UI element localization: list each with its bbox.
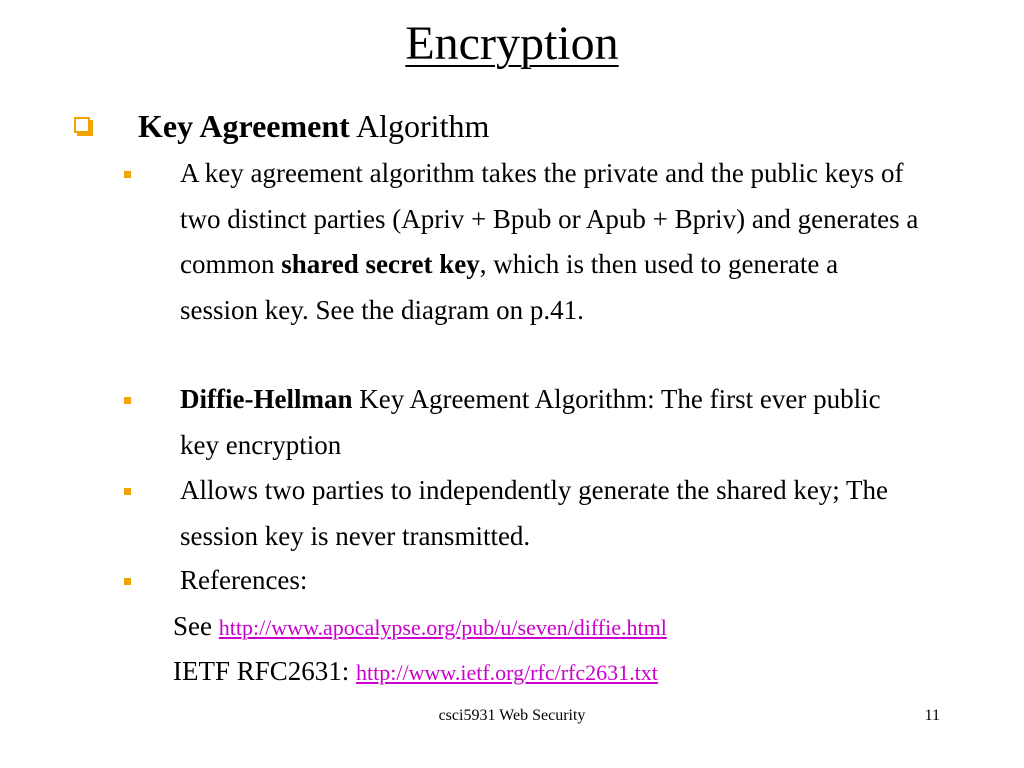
bullet-text	[180, 377, 920, 468]
rfc2631-link[interactable]: http://www.ietf.org/rfc/rfc2631.txt	[356, 660, 658, 685]
bullet-bold-term: shared secret key	[281, 249, 480, 280]
diffie-link[interactable]: http://www.apocalypse.org/pub/u/seven/diffie.html	[218, 615, 667, 640]
heading-bold: Key Agreement	[138, 108, 350, 144]
filled-square-bullet-icon	[124, 171, 131, 178]
heading-text	[138, 104, 489, 148]
filled-square-bullet-icon	[124, 488, 131, 495]
bullet-bold-term: Diffie-Hellman	[180, 384, 353, 414]
bullet-text	[180, 151, 920, 333]
bullet-text: Allows two parties to independently generate the shared key; The session key is never transmitted.	[180, 475, 889, 551]
footer-page-number: 11	[924, 707, 940, 724]
bullet-text-part: A key agreement algorithm takes the private and the public keys of two distinct parties (Apriv + Bpub or Apub + Bpriv) and generates a common	[180, 158, 919, 280]
reference-rfc2631	[173, 651, 658, 693]
reference-diffie	[173, 606, 667, 648]
footer-course: csci5931 Web Security	[438, 707, 586, 724]
reference-prefix: See	[173, 611, 219, 641]
hollow-square-bullet-icon	[74, 117, 90, 133]
heading-rest: Algorithm	[349, 108, 490, 144]
bullet-text: References:	[180, 565, 308, 595]
filled-square-bullet-icon	[124, 397, 131, 404]
filled-square-bullet-icon	[124, 578, 131, 585]
slide-title: Encryption	[405, 17, 619, 70]
reference-prefix: IETF RFC2631:	[173, 656, 357, 686]
bullet-text-part: , which is then used to generate a session key. See the diagram on p.41.	[180, 249, 839, 325]
bullet-text-part: Key Agreement Algorithm: The first ever public key encryption	[180, 384, 881, 460]
